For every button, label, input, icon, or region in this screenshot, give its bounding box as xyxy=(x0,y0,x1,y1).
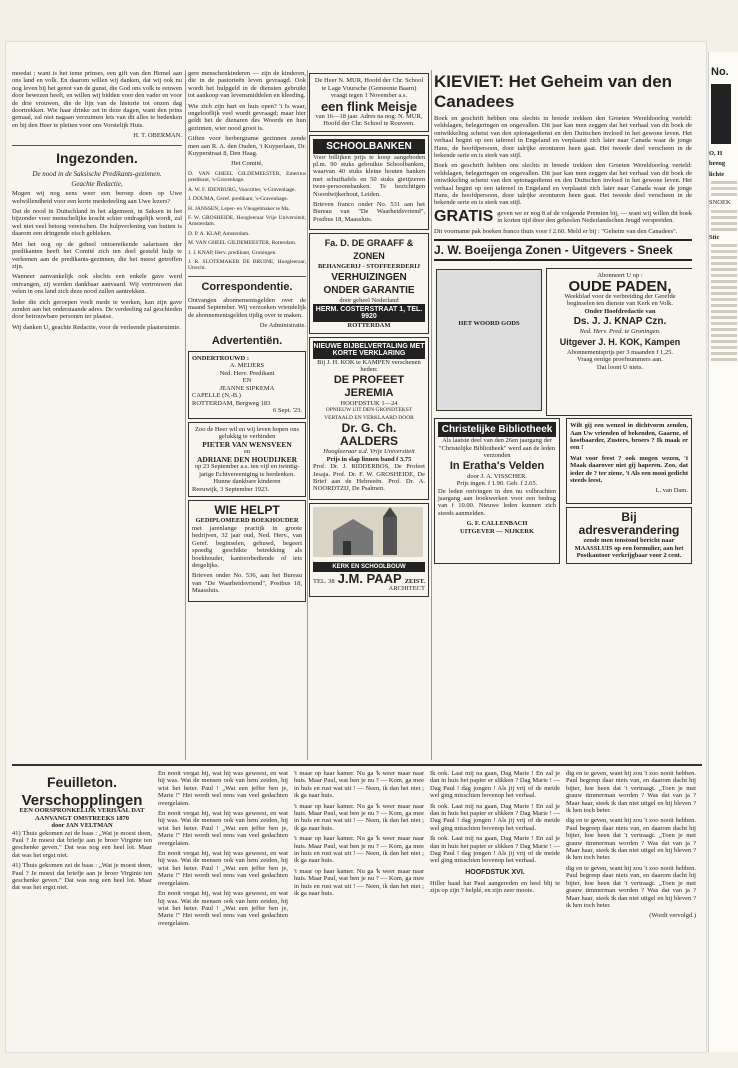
column-2-paragraph: gere menschenkinderen — zijn de kinderen, die in de pastorieën leven gevraagd. Ook wordt het hulpgeld in de diensten gebruikt tot aankoop van levensmiddelen en kleeding. xyxy=(188,70,306,100)
signature: H. T. OBERMAN. xyxy=(133,132,182,140)
jubileum-line: op 23 September a.s. ten vijf en twintig-jarige Echtvereeniging te herdenken. xyxy=(194,463,300,478)
vacature-text: De Heer N. MUR, Hoofd der Chr. School te Lage Vuursche (Gemeente Baarn) vraagt tegen 1 November a.s. xyxy=(314,77,424,99)
de-graaff-sub2: door geheel Nederland xyxy=(339,296,399,304)
next-page-fragment: breng xyxy=(709,160,726,168)
next-page-fragment: O, H xyxy=(709,150,723,157)
feuilleton-title: Verschopplingen xyxy=(21,792,143,809)
schoolbanken-address: Brieven franco onder No. 531 aan het Bureau van "De Waarheidsvriend", Postbus 18, Maassluis. xyxy=(313,200,425,223)
column-rule xyxy=(431,70,432,760)
feuilleton-sub: EEN OORSPRONKELIJK VERHAAL DAT AANVANGT OMSTREEKS 1870 xyxy=(19,807,145,822)
ingezonden-paragraph: Ieder die zich geroepen voelt mede te werken, kan zijn gave zenden aan het onderstaande adres. De verdeeling zal geschieden door betrouwbare personen ter plaatse. xyxy=(12,298,182,321)
gedicht-signature: L. van Dam. xyxy=(655,487,688,495)
chr-price: Prijs ingen. f 1.90. Geb. f 2.65. xyxy=(456,480,538,488)
committee-member: J. R. SLOTEMAKER DE BRUINE, Hoogleeraar, Utrecht. xyxy=(188,258,306,272)
gedicht-text: Wat voor feest ? ook mogen wezen, 't Maak daarover niet gij haperen. Zoo, dat ieder de ? ter ziene, 't Als een mooi gedicht steeds leest. xyxy=(570,454,688,484)
adresverandering-ad xyxy=(566,507,692,564)
text-lines xyxy=(709,181,738,196)
feuilleton-col-1 xyxy=(12,770,152,1048)
ingezonden-paragraph: Met het oog op de geheel ontoereikende salarissen der predikanten heeft het Comité zich ten doel gesteld hulp te verleenen aan de predikants-gezinnen, die het meest getroffen zijn. xyxy=(12,240,182,270)
column-2 xyxy=(188,70,306,760)
feuilleton-text: En nooit vergat hij, wat hij was geweest, en wat hij was. Wat de mensen ook van hem zeiden, hij wist het beter. Paul ! „Wat een jeffer ben je, Marie !" Het wordt wel eens van veel gedachten overgelaten. xyxy=(158,810,288,847)
feuilleton-text: 't maar op haar kamer. Nu ga 'k weer maar naar huis. Maar Paul, wat ben je nu ? — Kom, ga mee in huis en rust wat uit ! — Neen, ik dan het niet ; ik ga naar huis. xyxy=(294,770,424,800)
column-2-paragraph: Wie zich zijn hart en huis open? 't Is waar, ongelooflijk veel wordt gevraagd; maar hier geldt het de dienaren des Woords en hun gezinnen, wier nood groot is. xyxy=(188,102,306,132)
feuilleton-col-3 xyxy=(294,770,424,1048)
hoofdstuk-heading: HOOFDSTUK XVI. xyxy=(465,868,525,876)
oude-paden-pre: Abonneert U op : xyxy=(597,272,643,280)
ingezonden-heading: Ingezonden. xyxy=(56,150,138,167)
bijbel-list: Prof. Dr. J. RIDDERBOS, De Profeet Jesaja. Prof. Dr. F. W. GROSHEIDE, De Brief aan de Hebreeën. Prof. Dr. A. NOORDTZIJ, De Psalmen. xyxy=(313,463,425,493)
wie-helpt-ad xyxy=(188,500,306,601)
wie-helpt-text: met jarenlange practijk in groote bedrijven, 32 jaar oud, Ned. Herv., van Geref. beginselen, gehuwd, begeert spoedig geschikte betrekking als boekhouder, kantoorbediende of iets dergelijks. xyxy=(192,524,302,569)
paap-role: ARCHITECT xyxy=(388,585,425,593)
couple-role: Ned. Herv. Predikant xyxy=(219,369,275,377)
wie-helpt-address: Brieven onder No. 536, aan het Bureau van "De Waarheidsvriend", Postbus 18, Maassluis. xyxy=(192,572,302,595)
boeijenga-banner: J. W. Boeijenga Zonen - Uitgevers - Sneek xyxy=(434,239,692,261)
committee-member: H. JANSSEN, Leper- en Vleugelmaker te Ma. xyxy=(188,205,290,212)
bijbel-author: Dr. G. Ch. AALDERS xyxy=(339,421,398,449)
wie-helpt-title: WIE HELPT xyxy=(214,503,280,518)
oude-paden-publisher: Uitgever J. H. KOK, Kampen xyxy=(559,336,681,347)
jubileum-line: Zoo de Heer wil en wij leven hopen ons gelukkig te verbinden xyxy=(195,425,299,441)
correspondentie-signature: De Administratie. xyxy=(259,321,306,329)
committee-member: F. W. GROSHEIDE, Hoogleeraar Vrije Universiteit, Amsterdam. xyxy=(188,214,306,228)
paap-caption: KERK EN SCHOOLBOUW xyxy=(313,562,425,572)
column-rule xyxy=(185,70,186,760)
vacature-title: een flink Meisje xyxy=(320,98,418,114)
bijbel-intro: Bij J. H. KOK te KAMPEN verschenen heden: xyxy=(317,358,421,374)
oude-paden-name: Ds. J. J. KNAP Czn. xyxy=(573,316,667,328)
bijbel-prof: Hoogleeraar a.d. Vrije Universiteit xyxy=(323,448,415,456)
committee-member: M. VAN GHEEL GILDEMEESTER, Rotterdam. xyxy=(188,240,297,247)
feuilleton-text: dig en te geven, want hij zou 't zoo nooit hebben. Paul begreep daar niets van, en daarom dacht hij bijter, hoe heen dat 't vertraagt. „Toen je met grauw timmerman worden ? Was dat van ja ? Maar haar, steek ik dan niet uitgel en hij bleven ? ik hen toch beter. xyxy=(566,864,696,909)
ondertrouwd-ad xyxy=(188,351,306,419)
gedicht-text: Wilt gij een wenzol in dichtvorm zenden, Aan Uw vrienden of bekenden, Gaarne, of kostbaarder, Zusters, broers ? Ik maak er een ! xyxy=(570,422,688,452)
next-page-fragment: SNOEK xyxy=(709,199,731,207)
feuilleton-text: En nooit vergat hij, wat hij was geweest, en wat hij was. Wat de mensen ook van hem zeiden, hij wist het beter. Paul ! „Wat een jeffer ben je, Marie !" Het wordt wel eens van veel gedachten overgelaten. xyxy=(158,850,288,887)
jubileum-line: Hunne dankbare kinderen xyxy=(213,478,281,486)
chr-publisher: G. F. CALLENBACH xyxy=(466,520,528,528)
correspondentie-heading: Correspondentie. xyxy=(201,280,293,293)
woord-gods-ad xyxy=(436,269,542,411)
adresverandering-text: zende men tenstond bericht naar MAASSLUIS op een formulier, aan het Postkantoor verkrijgbaar voor 2 cent. xyxy=(574,537,684,560)
committee-member: J. J. KNAP, Herv. predikant, Groningen. xyxy=(188,249,277,256)
ingezonden-paragraph: Wij danken U, geachte Redactie, voor de verleende plaatsruimte. xyxy=(12,323,181,331)
oude-paden-price: Abonnementsprijs per 3 maanden f 1,25. xyxy=(567,348,673,356)
chr-intro: Als laatste deel van den 26en jaargang der "Christelijke Bibliotheek" werd aan de leden verzonden xyxy=(438,437,556,460)
kieviet-title: KIEVIET: Het Geheim van den Canadees xyxy=(434,72,673,111)
jubileum-name: ADRIANE DEN HOUDIJKER xyxy=(196,454,297,464)
christelijke-bibliotheek-ad xyxy=(434,418,560,564)
feuilleton-author: door JAN VELTMAN xyxy=(51,822,113,829)
schoolbanken-title: SCHOOLBANKEN xyxy=(313,139,425,154)
bijbel-title: NIEUWE BIJBELVERTALING MET KORTE VERKLARING xyxy=(313,342,425,357)
gedicht-ad xyxy=(566,418,692,504)
de-graaff-sub: BEHANGERIJ - STOFFEERDERIJ xyxy=(317,263,421,271)
wordt-vervolgd: (Wordt vervolgd.) xyxy=(649,912,696,920)
feuilleton-text: Ik ook. Laat mij na gaan, Dag Marie ! En zal je dan in huis het papier er slikken ? Dag Marie ! — Dag Paul ! dag jongen ! Als jij vrij of de meide wel ging misschien bovenop het verhaal. xyxy=(430,835,560,865)
ingezonden-lead: Geachte Redactie, xyxy=(71,180,123,189)
feuilleton-section xyxy=(12,764,702,1051)
ingezonden-paragraph: Mogen wij nog eens weer een beroep doen op Uwe welwillendheid voor een korte mededeeling aan Uwe lezers? xyxy=(12,190,182,205)
advertenties-heading: Advertentiën. xyxy=(211,334,283,347)
chr-by: door J. A. VISSCHER. xyxy=(467,472,527,480)
chr-title: Christelijke Bibliotheek xyxy=(438,422,556,437)
de-graaff-big: VERHUIZINGEN ONDER GARANTIE xyxy=(323,271,415,296)
column-rule xyxy=(307,70,308,760)
divider xyxy=(188,276,306,277)
couple-name: JEANNE SIPKEMA xyxy=(219,384,275,392)
text-lines xyxy=(709,244,738,361)
newspaper-page xyxy=(6,42,706,1052)
de-graaff-ad xyxy=(309,233,429,334)
schoolbanken-ad xyxy=(309,135,429,231)
bijbel-book: DE PROFEET JEREMIA xyxy=(333,373,405,399)
oude-paden-proef: Vraag eenige proefnummers aan. xyxy=(577,356,663,364)
divider xyxy=(12,145,182,146)
jubileum-line: en xyxy=(243,448,251,456)
couple-name: A. MEIJERS xyxy=(229,362,265,370)
paap-name: J.M. PAAP xyxy=(337,570,402,586)
feuilleton-text: dig en te geven, want hij zou 't zoo nooit hebben. Paul begreep daar niets van, en daarom dacht hij bijter, hoe heen dat 't vertraagt. „Toen je met grauw timmerman worden ? Was dat van ja ? Maar haar, steek ik dan niet uitgel en hij bleven ? ik hen toch beter. xyxy=(566,770,696,815)
feuilleton-text: En nooit vergat hij, wat hij was geweest, en wat hij was. Wat de mensen ook van hem zeiden, hij wist het beter. Paul ! „Wat een jeffer ben je, Marie !" Het wordt wel eens van veel gedachten overgelaten. xyxy=(158,890,288,927)
right-ads xyxy=(566,415,692,567)
paap-city: ZEIST. xyxy=(404,577,425,585)
de-graaff-address: HERM. COSTERSTRAAT 1, TEL. 9920 xyxy=(313,304,425,322)
committee-heading: Het Comité, xyxy=(231,160,263,168)
gratis-text: geven we er nog 8 af de volgende Premien bij, — want wij willen dit boek in korten tijd door den geheelen Nederlandschen Jeugd verspreiden. xyxy=(497,209,692,225)
lower-ads xyxy=(434,415,692,567)
bijbel-sub: HOOFDSTUK 1—24 xyxy=(340,399,398,407)
adjacent-page-strip xyxy=(708,52,738,1052)
paap-phone: TEL. 38 xyxy=(313,577,335,585)
oude-paden-end: Dat loont U niets. xyxy=(596,363,644,371)
bijbelvertaling-ad xyxy=(309,337,429,500)
column-3 xyxy=(309,70,429,760)
feuilleton-text: 't maar op haar kamer. Nu ga 'k weer maar naar huis. Maar Paul, wat ben je nu ? — Kom, ga mee in huis en rust wat uit ! — Neen, ik dan het niet ; ik ga naar huis. xyxy=(294,835,424,865)
jubileum-line: Reeuwijk, 3 September 1923. xyxy=(192,485,270,493)
chr-text: De leden ontvingen in den nu volbrachten jaargang aan boekwerken voor een bedrag van f 10.00. Nieuwe leden kunnen zich steeds aanmelden. xyxy=(438,487,557,517)
adresverandering-title: Bij adresverandering xyxy=(578,510,680,538)
and-word: EN xyxy=(242,377,252,385)
feuilleton-col-4 xyxy=(430,770,560,1048)
de-graaff-city: ROTTERDAM xyxy=(347,322,391,330)
committee-member: D. VAN GHEEL GILDEMEESTER, Emeritus predikant, 's-Gravenhage. xyxy=(188,170,306,184)
feuilleton-text: Ik ook. Laat mij na gaan, Dag Marie ! En zal je dan in huis het papier er slikken ? Dag Marie ! — Dag Paul ! dag jongen ! Als jij vrij of de meide wel ging misschien bovenop het verhaal. xyxy=(430,770,560,800)
feuilleton-heading: Feuilleton. xyxy=(47,774,117,790)
feuilleton-text: Ik ook. Laat mij na gaan, Dag Marie ! En zal je dan in huis het papier er slikken ? Dag Marie ! — Dag Paul ! dag jongen ! Als jij vrij of de meide wel ging misschien bovenop het verhaal. xyxy=(430,802,560,832)
jubileum-name: PIETER VAN WENSVEEN xyxy=(202,439,292,449)
oude-paden-role: Ned. Herv. Pred. te Groningen. xyxy=(579,328,661,336)
feuilleton-text: 41) Thuis gekomen zei de baas : „Wat je moest doen, Paul ? Je moest dat briefje aan je broer Virginie ten geschenke geven." Dat was nog een heel lot. Maar dat was het ergst niet. xyxy=(12,862,152,892)
feuilleton-text: 't maar op haar kamer. Nu ga 'k weer maar naar huis. Maar Paul, wat ben je nu ? — Kom, ga mee in huis en rust wat uit ! — Neen, ik dan het niet ; ik ga naar huis. xyxy=(294,802,424,832)
masthead-block xyxy=(711,84,731,144)
gratis-row xyxy=(434,207,692,228)
next-page-number: No. xyxy=(711,66,729,78)
text-lines xyxy=(709,210,738,231)
committee-member: D. P. A. KLAP, Amsterdam. xyxy=(188,230,250,237)
correspondentie-text: Ontvangen abonnementsgelden over de maand September. Wij verzoeken vriendelijk de abonnementsgelden tijdig over te maken. xyxy=(188,296,306,319)
ingezonden-subtitle: De nood in de Saksische Predikants-gezinnen. xyxy=(32,170,162,179)
woord-gods-label: HET WOORD GODS xyxy=(458,320,520,328)
oude-paden-title: OUDE PADEN, xyxy=(568,277,672,295)
column-1 xyxy=(12,70,182,760)
wie-helpt-subtitle: GEDIPLOMEERD BOEKHOUDER xyxy=(195,517,299,525)
vacature-ad xyxy=(309,73,429,132)
oude-paden-ad xyxy=(546,268,692,416)
feuilleton-text: 't maar op haar kamer. Nu ga 'k weer maar naar huis. Maar Paul, wat ben je nu ? — Kom, ga mee in huis en rust wat uit ! — Neen, ik dan het niet ; ik ga naar huis. xyxy=(294,867,424,898)
next-page-fragment: Stic xyxy=(709,233,720,241)
jubileum-ad xyxy=(188,422,306,498)
chr-publisher-city: UITGEVER — NIJKERK xyxy=(460,527,535,535)
committee-member: J. DOUMA, Geref. predikant, 's-Gravenhage. xyxy=(188,196,289,203)
gratis-label: GRATIS xyxy=(434,207,494,225)
kieviet-body: Boek en geschrift hebben ons slechts in breede trekken den Groeten Wereldoorlog verteld: veldslagen, belegeringen en ongevallen. Dit jaar kan men zeggen dat het verhaal van dit boek de ontwikkeling schetst van den spionagedienst en den Duitschen invloed in het gewone leven. Het verhaal begint op een tafereel in Engeland en verplaatst zich later naar Canada waar de jonge Hans, de hoofdpersoon, door talrijke avonturen heen gaat. Het tweede deel verscheen in de bekende serie en is sterk van stijl. xyxy=(434,162,692,207)
date: 6 Sept. '23. xyxy=(273,407,302,415)
middle-ads xyxy=(434,265,692,415)
address: ROTTERDAM, Bergweg 183 xyxy=(192,399,271,407)
bijbel-price: Prijs in slap linnen band f 3.75 xyxy=(326,455,412,463)
ondertrouwd-label: ONDERTROUWD : xyxy=(192,354,250,362)
feuilleton-text: En nooit vergat hij, wat hij was geweest, en wat hij was. Wat de mensen ook van hem zeiden, hij wist het beter. Paul ! „Wat een jeffer ben je, Marie !" Het wordt wel eens van veel gedachten overgelaten. xyxy=(158,770,288,807)
ingezonden-paragraph: Dat de nood in Duitschland in het algemeen, in Saksen in het bijzonder voor menschelijke kracht schier ondragelijk wordt, zal wel niet veel betoog vereischen. De hulpverlening van buiten is daarom een dringende eisch gebleken. xyxy=(12,208,182,238)
paap-architect-ad xyxy=(309,503,429,597)
column-2-paragraph: Giften voor herbergzame gezinnen zende men aan R. A. den Ouden, 't Kuyperlaan, Dr. Kuyperstraat 8, Den Haag. xyxy=(188,135,306,158)
bijbel-by: OPNIEUW UIT DEN GRONDTEKST VERTAALD EN VERKLAARD DOOR xyxy=(324,407,414,421)
feuilleton-text: dig en te geven, want hij zou 't zoo nooit hebben. Paul begreep daar niets van, en daarom dacht hij bijter, hoe heen dat 't vertraagt. „Toen je met grauw timmerman worden ? Was dat van ja ? Maar haar, steek ik dan niet uitgel en hij bleven ? ik hen toch beter. xyxy=(566,817,696,862)
next-page-fragment: lichte xyxy=(709,170,725,178)
feuilleton-text: 41) Thuis gekomen zei de baas : „Wat je moest doen, Paul ? Je moest dat briefje aan je broer Virginie ten geschenke geven." Dat was nog een heel lot. Maar dat was het ergst niet. xyxy=(12,829,152,859)
paap-row xyxy=(313,572,425,586)
de-graaff-title: Fa. D. DE GRAAFF & ZONEN xyxy=(324,238,414,262)
vacature-sub: van 16—18 jaar. Adres na nog: N. MUR, Hoofd der Chr. School te Rouveen. xyxy=(315,112,423,127)
committee-member: A. W. F. IDENBURG, Voorzitter, 's-Gravenhage. xyxy=(188,186,296,193)
church-illustration xyxy=(313,507,423,557)
place: CAPELLE (N.-B.) xyxy=(192,392,241,400)
feuilleton-text: Hiller haad hat Paul aangereden en heel blij te zijn op zijn ? helplé, en zijn zeer mooie. xyxy=(430,879,560,895)
schoolbanken-text: Voor billijken prijs te koop aangeboden pl.m. 90 stuks gebruikte Schoolbanken, waarvan 40 stuks kleine houten banken met schuiftafels en 50 stuks gietijzeren twee-persoonsbanken. Te bezichtigen Noordwijkerhout, Leiden. xyxy=(313,153,425,198)
feuilleton-col-2 xyxy=(158,770,288,1048)
feuilleton-col-5 xyxy=(566,770,696,1048)
top-left-paragraph: moedat ; want is het ieme prinses, een gift van den Hemel aan ons land en volk. En daarom willen wij danken, dat wij ook nu nog leven bij het genot van de gunst, die God ons volk te eeuwen door bewezen heeft, en willen wij bidden voor den vader en voor de drie vrouwen, die de lijn van de historie tot onzen dag doortrekken. Wie haar drinke zet in deze dagen, want den prins gemaal, zal niet nagaan verzuimen lets van dit alles te bedenken en bij den Heer te pleiten voor ons Vorstelijk Huis. xyxy=(12,70,182,129)
price-text: Dit voorname pak boeken franco thuis voor f 2.60. Meld er bij : "Geheim van den Canadees". xyxy=(434,227,678,235)
oude-paden-red: Onder Hoofdredactie van xyxy=(584,307,656,315)
column-4 xyxy=(434,70,692,760)
oude-paden-sub: Weekblad voor de verbreiding der Gerefde beginselen ten dienste van Kerk en Volk. xyxy=(564,292,676,308)
kieviet-body: Boek en geschrift hebben ons slechts in breede trekken den Groeten Wereldoorlog verteld: veldslagen, belegeringen en ongevallen. Dit jaar kan men zeggen dat het verhaal van dit boek de ontwikkeling schetst van den spionagedienst en den Duitschen invloed in het gewone leven. Het verhaal begint op een tafereel in Engeland en verplaatst zich later naar Canada waar de jonge Hans, de hoofdpersoon, door talrijke avonturen heen gaat. Het tweede deel verscheen in de bekende serie en is sterk van stijl. xyxy=(434,115,692,160)
chr-book: In Eratha's Velden xyxy=(449,459,545,472)
ingezonden-paragraph: Wanneer aanvankelijk ook slechts een enkele gave werd ontvangen, zij werden dankbaar aanvaard. Wij vertrouwen dat velen in ons land zich deze nood zullen aantrekken. xyxy=(12,273,182,296)
